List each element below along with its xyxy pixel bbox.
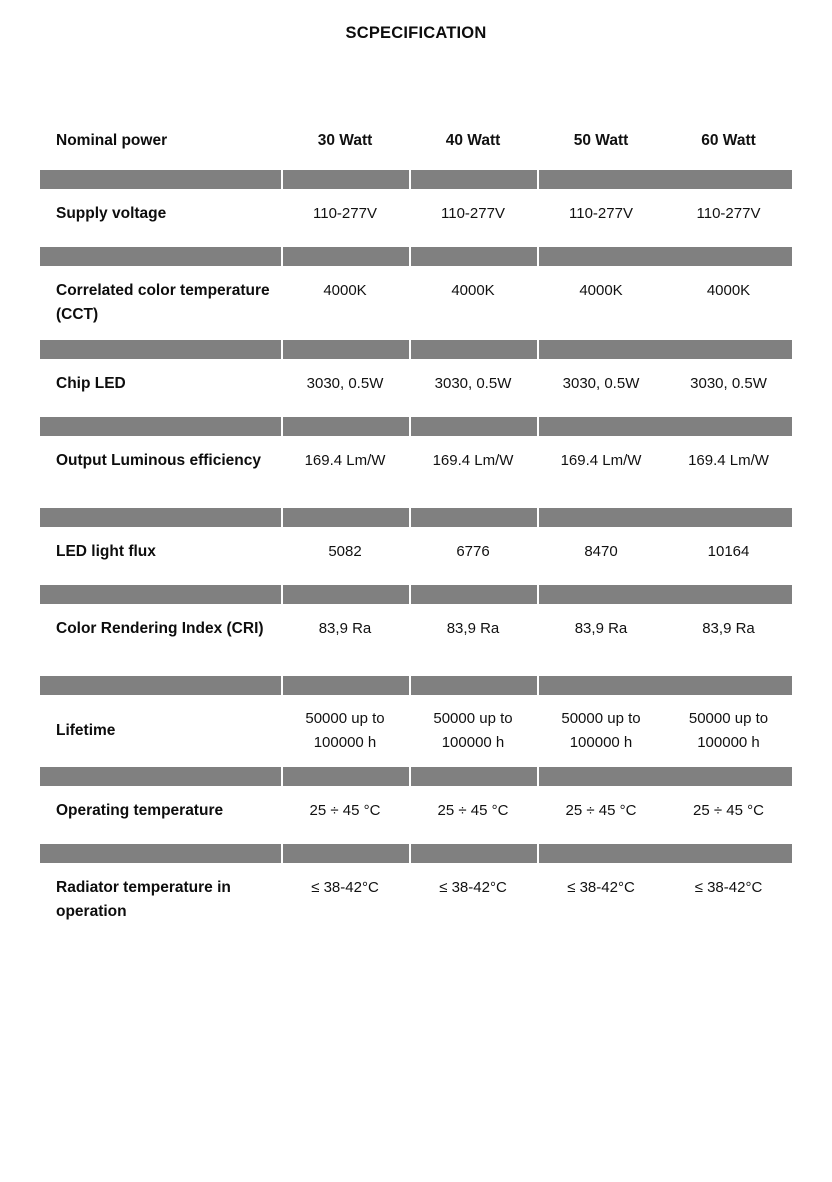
separator-segment: [40, 844, 281, 863]
row-value: 8470: [584, 543, 618, 560]
row-label: LED light flux: [56, 543, 156, 560]
row-value: 6776: [456, 543, 490, 560]
row-value: 169.4 Lm/W: [304, 452, 386, 469]
row-value: 169.4 Lm/W: [560, 452, 642, 469]
separator-segment: [283, 767, 409, 786]
separator-segment: [539, 767, 792, 786]
separator-segment: [411, 585, 537, 604]
row-label: Color Rendering Index (CRI): [56, 620, 264, 637]
separator-segment: [40, 247, 281, 266]
separator-segment: [283, 247, 409, 266]
row-value: 83,9 Ra: [446, 620, 500, 637]
separator-segment: [411, 767, 537, 786]
row-value: ≤ 38-42°C: [439, 879, 507, 896]
row-value: ≤ 38-42°C: [567, 879, 635, 896]
row-value: 25 ÷ 45 °C: [693, 802, 764, 819]
separator-segment: [283, 170, 409, 189]
row-value: 25 ÷ 45 °C: [309, 802, 381, 819]
row-value: 4000K: [323, 282, 367, 299]
table-row: [40, 695, 792, 767]
header-col-4: 60 Watt: [701, 132, 756, 149]
row-value: 25 ÷ 45 °C: [437, 802, 509, 819]
separator-segment: [40, 508, 281, 527]
row-value: 50000 up to 100000 h: [305, 710, 385, 751]
separator-segment: [40, 417, 281, 436]
row-separator: [40, 247, 792, 266]
row-value: 5082: [328, 543, 362, 560]
separator-segment: [539, 585, 792, 604]
row-value: 110-277V: [441, 205, 505, 222]
row-value: 4000K: [706, 282, 751, 299]
row-value: 110-277V: [313, 205, 377, 222]
separator-segment: [411, 508, 537, 527]
row-value: 3030, 0.5W: [306, 375, 384, 392]
row-label: Chip LED: [56, 375, 126, 392]
table-row: [40, 786, 792, 844]
separator-segment: [411, 170, 537, 189]
table-row: [40, 863, 792, 937]
separator-segment: [40, 767, 281, 786]
separator-segment: [283, 676, 409, 695]
row-value: 50000 up to 100000 h: [433, 710, 513, 751]
separator-segment: [411, 247, 537, 266]
table-row: [40, 359, 792, 417]
header-col-3: 50 Watt: [573, 132, 629, 149]
row-value: 3030, 0.5W: [690, 375, 767, 392]
separator-segment: [411, 676, 537, 695]
separator-segment: [539, 844, 792, 863]
row-label: Lifetime: [56, 722, 116, 739]
separator-segment: [283, 585, 409, 604]
row-separator: [40, 676, 792, 695]
row-separator: [40, 767, 792, 786]
row-value: 4000K: [579, 282, 623, 299]
table-row: [40, 436, 792, 508]
header-col-1: 30 Watt: [317, 132, 373, 149]
separator-segment: [40, 585, 281, 604]
row-value: 169.4 Lm/W: [688, 452, 769, 469]
separator-segment: [283, 417, 409, 436]
row-value: 83,9 Ra: [318, 620, 372, 637]
row-value: 110-277V: [569, 205, 633, 222]
row-label: Correlated color temperature (CCT): [56, 282, 270, 323]
row-value: 110-277V: [696, 205, 761, 222]
table-row: [40, 266, 792, 340]
separator-segment: [40, 340, 281, 359]
row-label: Radiator temperature in operation: [56, 879, 231, 920]
header-col-2: 40 Watt: [445, 132, 501, 149]
separator-segment: [283, 844, 409, 863]
separator-segment: [539, 417, 792, 436]
table-header-row: [40, 112, 792, 170]
table-row: [40, 189, 792, 247]
separator-segment: [40, 676, 281, 695]
row-value: 3030, 0.5W: [434, 375, 512, 392]
row-value: 50000 up to 100000 h: [561, 710, 641, 751]
separator-segment: [283, 508, 409, 527]
row-value: 3030, 0.5W: [562, 375, 640, 392]
specification-table: [40, 112, 792, 937]
table-row: [40, 527, 792, 585]
row-value: 83,9 Ra: [702, 620, 755, 637]
row-separator: [40, 170, 792, 189]
separator-segment: [539, 508, 792, 527]
separator-segment: [411, 340, 537, 359]
row-separator: [40, 844, 792, 863]
separator-segment: [411, 844, 537, 863]
row-value: ≤ 38-42°C: [694, 879, 763, 896]
row-value: 83,9 Ra: [574, 620, 628, 637]
separator-segment: [283, 340, 409, 359]
separator-segment: [411, 417, 537, 436]
separator-segment: [539, 247, 792, 266]
separator-segment: [539, 340, 792, 359]
page-title: SCPECIFICATION: [345, 24, 487, 42]
row-label: Output Luminous efficiency: [56, 452, 261, 469]
row-value: 25 ÷ 45 °C: [565, 802, 637, 819]
row-value: 4000K: [451, 282, 495, 299]
row-value: ≤ 38-42°C: [311, 879, 379, 896]
table-row: [40, 604, 792, 676]
row-separator: [40, 508, 792, 527]
header-label-nominal-power: Nominal power: [56, 132, 168, 149]
row-separator: [40, 340, 792, 359]
row-value: 50000 up to 100000 h: [688, 710, 769, 751]
row-label: Operating temperature: [56, 802, 224, 819]
row-separator: [40, 585, 792, 604]
row-separator: [40, 417, 792, 436]
row-value: 10164: [707, 543, 750, 560]
separator-segment: [539, 676, 792, 695]
row-label: Supply voltage: [56, 205, 167, 222]
separator-segment: [539, 170, 792, 189]
separator-segment: [40, 170, 281, 189]
row-value: 169.4 Lm/W: [432, 452, 514, 469]
